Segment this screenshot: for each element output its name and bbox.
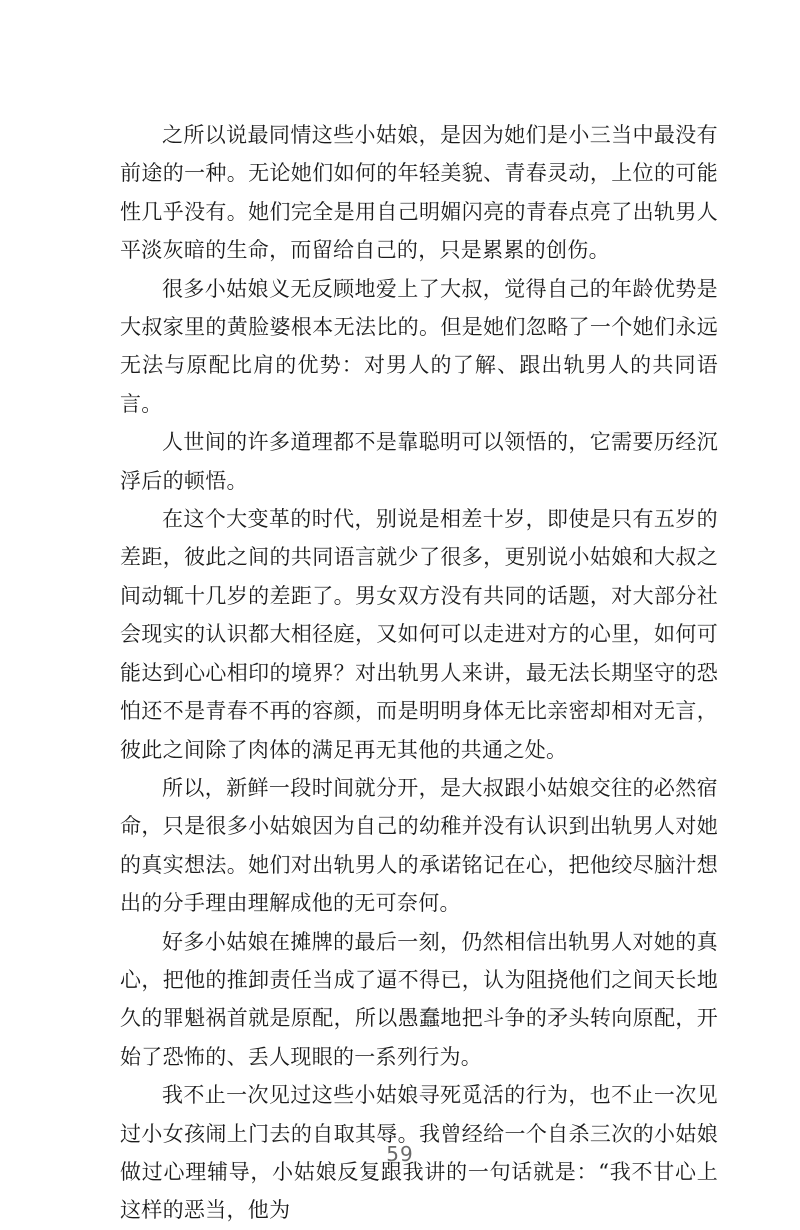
paragraph-3: 人世间的许多道理都不是靠聪明可以领悟的，它需要历经沉浮后的顿悟。 — [120, 430, 718, 493]
paragraph-6: 好多小姑娘在摊牌的最后一刻，仍然相信出轨男人对她的真心，把他的推卸责任当成了逼不得已，认为阻挠他们之间天长地久的罪魁祸首就是原配，所以愚蠢地把斗争的矛头转向原配，开始了恐怖的、丢人现眼的一系列行为。 — [120, 929, 718, 1069]
paragraph-4: 在这个大变革的时代，别说是相差十岁，即使是只有五岁的差距，彼此之间的共同语言就少了很多，更别说小姑娘和大叔之间动辄十几岁的差距了。男女双方没有共同的话题，对大部分社会现实的认识都大相径庭，又如何可以走进对方的心里，如何可能达到心心相印的境界？对出轨男人来讲，最无法长期坚守的恐怕还不是青春不再的容颜，而是明明身体无比亲密却相对无言，彼此之间除了肉体的满足再无其他的共通之处。 — [120, 507, 718, 762]
page-body — [120, 116, 718, 1230]
page-number: 59 — [386, 1142, 414, 1166]
paragraph-2: 很多小姑娘义无反顾地爱上了大叔，觉得自己的年龄优势是大叔家里的黄脸婆根本无法比的。但是她们忽略了一个她们永远无法与原配比肩的优势：对男人的了解、跟出轨男人的共同语言。 — [120, 276, 718, 416]
paragraph-1: 之所以说最同情这些小姑娘，是因为她们是小三当中最没有前途的一种。无论她们如何的年轻美貌、青春灵动，上位的可能性几乎没有。她们完全是用自己明媚闪亮的青春点亮了出轨男人平淡灰暗的生命，而留给自己的，只是累累的创伤。 — [120, 123, 718, 263]
paragraph-7: 我不止一次见过这些小姑娘寻死觅活的行为，也不止一次见过小女孩闹上门去的自取其辱。我曾经给一个自杀三次的小姑娘做过心理辅导，小姑娘反复跟我讲的一句话就是：“我不甘心上这样的恶当，他为 — [120, 1083, 718, 1223]
paragraph-5: 所以，新鲜一段时间就分开，是大叔跟小姑娘交往的必然宿命，只是很多小姑娘因为自己的幼稚并没有认识到出轨男人对她的真实想法。她们对出轨男人的承诺铭记在心，把他绞尽脑汁想出的分手理由理解成他的无可奈何。 — [120, 775, 718, 916]
